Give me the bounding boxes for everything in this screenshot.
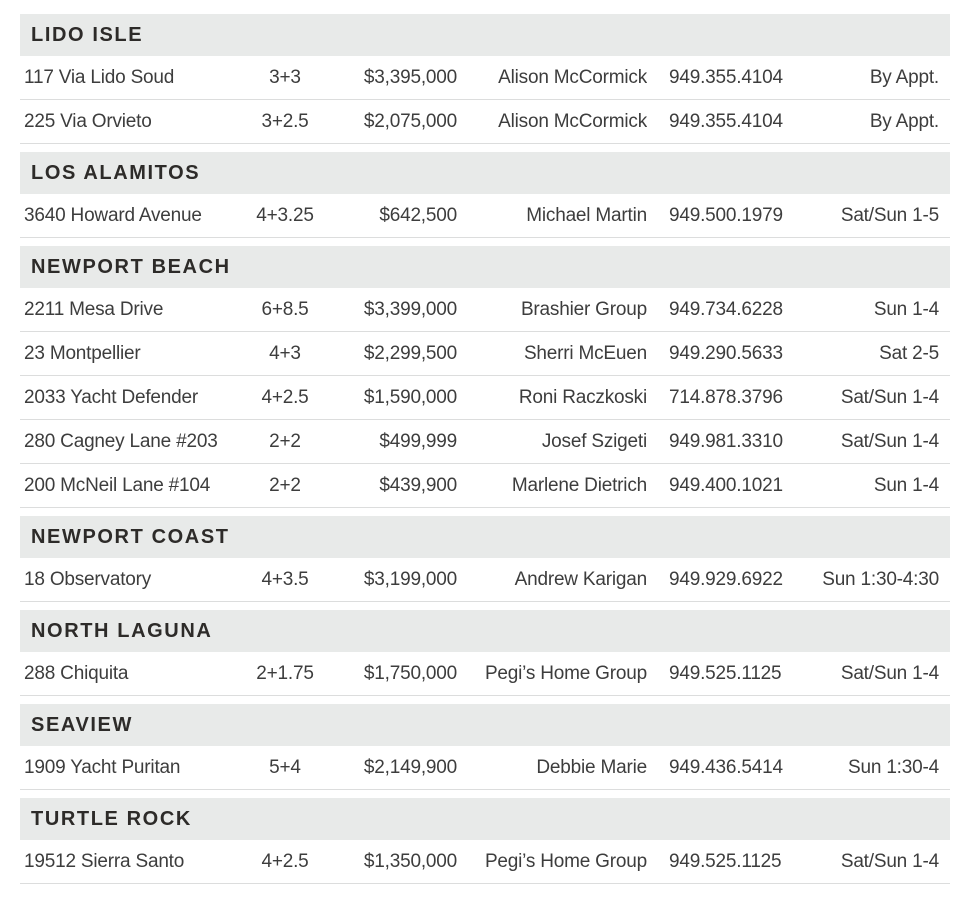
listing-agent-name: Michael Martin bbox=[526, 204, 647, 226]
listing-beds-baths: 4+3 bbox=[269, 342, 301, 364]
listing-rows bbox=[20, 840, 950, 884]
listing-agent-phone: 949.436.5414 bbox=[669, 756, 783, 778]
listing-open-house-time: Sun 1-4 bbox=[873, 474, 939, 496]
listing-row bbox=[20, 332, 950, 376]
listing-beds-baths: 2+1.75 bbox=[256, 662, 314, 684]
listing-row bbox=[20, 840, 950, 884]
neighborhood-title: TURTLE ROCK bbox=[31, 807, 192, 830]
listing-agent-name: Alison McCormick bbox=[498, 110, 647, 132]
listing-agent-name: Pegi’s Home Group bbox=[484, 850, 647, 872]
listing-agent-phone: 949.355.4104 bbox=[669, 110, 783, 132]
neighborhood-header bbox=[20, 704, 950, 746]
listing-open-house-time: Sun 1:30-4:30 bbox=[822, 568, 939, 590]
neighborhood-header bbox=[20, 246, 950, 288]
listing-price: $1,590,000 bbox=[363, 386, 457, 408]
listing-beds-baths: 2+2 bbox=[269, 430, 301, 452]
listing-open-house-time: Sat/Sun 1-5 bbox=[840, 204, 939, 226]
listing-rows bbox=[20, 746, 950, 790]
neighborhood-section bbox=[20, 14, 950, 144]
listing-beds-baths: 6+8.5 bbox=[261, 298, 309, 320]
listing-address: 2211 Mesa Drive bbox=[24, 298, 164, 320]
listing-open-house-time: Sun 1:30-4 bbox=[848, 756, 939, 778]
neighborhood-title: SEAVIEW bbox=[31, 713, 133, 736]
neighborhood-section bbox=[20, 610, 950, 696]
listing-row bbox=[20, 746, 950, 790]
listing-beds-baths: 3+2.5 bbox=[261, 110, 309, 132]
listing-agent-name: Debbie Marie bbox=[536, 756, 647, 778]
listing-open-house-time: Sat/Sun 1-4 bbox=[840, 850, 939, 872]
listing-agent-phone: 949.355.4104 bbox=[669, 66, 783, 88]
listing-address: 1909 Yacht Puritan bbox=[24, 756, 181, 778]
listing-row bbox=[20, 288, 950, 332]
neighborhood-section bbox=[20, 246, 950, 508]
listing-rows bbox=[20, 194, 950, 238]
listing-price: $3,199,000 bbox=[363, 568, 457, 590]
listing-agent-name: Marlene Dietrich bbox=[511, 474, 647, 496]
listing-agent-phone: 949.525.1125 bbox=[669, 850, 782, 872]
listing-price: $3,399,000 bbox=[363, 298, 457, 320]
listing-beds-baths: 4+3.25 bbox=[256, 204, 314, 226]
listing-address: 200 McNeil Lane #104 bbox=[24, 474, 211, 496]
listing-open-house-time: Sat 2-5 bbox=[879, 342, 939, 364]
listing-beds-baths: 4+2.5 bbox=[261, 850, 309, 872]
listing-agent-name: Josef Szigeti bbox=[541, 430, 647, 452]
listing-row bbox=[20, 558, 950, 602]
neighborhood-section bbox=[20, 516, 950, 602]
listing-address: 23 Montpellier bbox=[24, 342, 141, 364]
listing-agent-phone: 949.929.6922 bbox=[669, 568, 783, 590]
neighborhood-section bbox=[20, 798, 950, 884]
neighborhood-section bbox=[20, 152, 950, 238]
listing-address: 280 Cagney Lane #203 bbox=[24, 430, 218, 452]
listing-open-house-time: By Appt. bbox=[869, 110, 939, 132]
listing-rows bbox=[20, 558, 950, 602]
listing-price: $642,500 bbox=[379, 204, 457, 226]
listing-address: 225 Via Orvieto bbox=[24, 110, 152, 132]
listing-row bbox=[20, 652, 950, 696]
neighborhood-title: LIDO ISLE bbox=[31, 23, 144, 46]
listing-agent-phone: 949.290.5633 bbox=[669, 342, 783, 364]
neighborhood-header bbox=[20, 610, 950, 652]
listing-row bbox=[20, 464, 950, 508]
neighborhood-header bbox=[20, 14, 950, 56]
listing-row bbox=[20, 376, 950, 420]
listing-row bbox=[20, 100, 950, 144]
listing-agent-phone: 949.500.1979 bbox=[669, 204, 783, 226]
listing-beds-baths: 3+3 bbox=[269, 66, 301, 88]
listing-address: 19512 Sierra Santo bbox=[24, 850, 185, 872]
listing-price: $1,750,000 bbox=[363, 662, 457, 684]
listing-agent-phone: 949.981.3310 bbox=[669, 430, 783, 452]
listing-open-house-time: By Appt. bbox=[869, 66, 939, 88]
listing-price: $2,149,900 bbox=[363, 756, 457, 778]
neighborhood-title: LOS ALAMITOS bbox=[31, 161, 201, 184]
listing-agent-name: Alison McCormick bbox=[498, 66, 647, 88]
listing-price: $2,299,500 bbox=[363, 342, 457, 364]
neighborhood-title: NEWPORT BEACH bbox=[31, 255, 231, 278]
listing-address: 2033 Yacht Defender bbox=[24, 386, 199, 408]
neighborhood-header bbox=[20, 516, 950, 558]
neighborhood-header bbox=[20, 152, 950, 194]
neighborhood-section bbox=[20, 704, 950, 790]
open-house-directory bbox=[20, 14, 950, 892]
listing-agent-phone: 949.734.6228 bbox=[669, 298, 783, 320]
listing-open-house-time: Sat/Sun 1-4 bbox=[840, 662, 939, 684]
listing-row bbox=[20, 420, 950, 464]
listing-address: 288 Chiquita bbox=[24, 662, 129, 684]
listing-agent-name: Pegi’s Home Group bbox=[484, 662, 647, 684]
listing-price: $2,075,000 bbox=[363, 110, 457, 132]
listing-agent-phone: 949.525.1125 bbox=[669, 662, 782, 684]
listing-agent-phone: 714.878.3796 bbox=[669, 386, 783, 408]
listing-price: $439,900 bbox=[379, 474, 457, 496]
listing-agent-name: Andrew Karigan bbox=[514, 568, 647, 590]
listing-beds-baths: 4+3.5 bbox=[261, 568, 309, 590]
listing-agent-name: Roni Raczkoski bbox=[518, 386, 647, 408]
listing-open-house-time: Sun 1-4 bbox=[873, 298, 939, 320]
listing-price: $499,999 bbox=[379, 430, 457, 452]
listing-rows bbox=[20, 56, 950, 144]
neighborhood-header bbox=[20, 798, 950, 840]
listing-beds-baths: 4+2.5 bbox=[261, 386, 309, 408]
listing-row bbox=[20, 56, 950, 100]
listing-agent-name: Sherri McEuen bbox=[523, 342, 647, 364]
listing-address: 3640 Howard Avenue bbox=[24, 204, 202, 226]
listing-rows bbox=[20, 288, 950, 508]
listing-beds-baths: 5+4 bbox=[269, 756, 301, 778]
neighborhood-title: NORTH LAGUNA bbox=[31, 619, 213, 642]
listing-beds-baths: 2+2 bbox=[269, 474, 301, 496]
listing-rows bbox=[20, 652, 950, 696]
listing-address: 18 Observatory bbox=[24, 568, 152, 590]
listing-price: $1,350,000 bbox=[363, 850, 457, 872]
listing-agent-name: Brashier Group bbox=[520, 298, 647, 320]
listing-open-house-time: Sat/Sun 1-4 bbox=[840, 430, 939, 452]
listing-open-house-time: Sat/Sun 1-4 bbox=[840, 386, 939, 408]
listing-price: $3,395,000 bbox=[363, 66, 457, 88]
listing-row bbox=[20, 194, 950, 238]
listing-agent-phone: 949.400.1021 bbox=[669, 474, 783, 496]
neighborhood-title: NEWPORT COAST bbox=[31, 525, 230, 548]
listing-address: 117 Via Lido Soud bbox=[24, 66, 175, 88]
